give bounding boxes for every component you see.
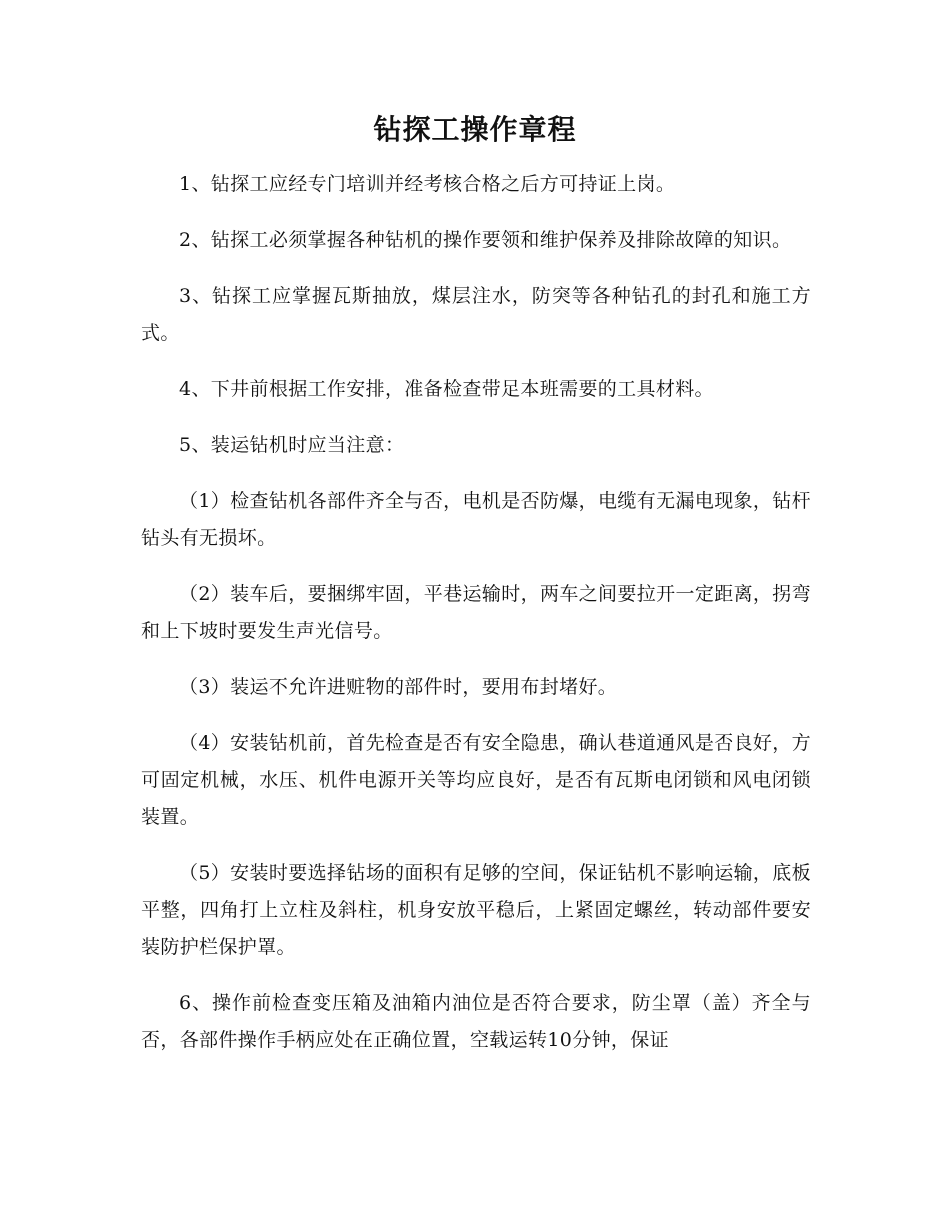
paragraph-1: 1、钻探工应经专门培训并经考核合格之后方可持证上岗。 bbox=[179, 173, 676, 195]
paragraph-5-2: （2）装车后，要捆绑牢固，平巷运输时，两车之间要拉开一定距离，拐弯和上下坡时要发生声光信号。 bbox=[141, 583, 811, 642]
document-title: 钻探工操作章程 bbox=[373, 113, 577, 146]
paragraph-2: 2、钻探工必须掌握各种钻机的操作要领和维护保养及排除故障的知识。 bbox=[179, 229, 792, 251]
paragraph-5-5: （5）安装时要选择钻场的面积有足够的空间，保证钻机不影响运输，底板平整，四角打上立柱及斜柱，机身安放平稳后，上紧固定螺丝，转动部件要安装防护栏保护罩。 bbox=[141, 862, 811, 958]
paragraph-5-3: （3）装运不允许进赃物的部件时，要用布封堵好。 bbox=[179, 676, 618, 698]
paragraph-6: 6、操作前检查变压箱及油箱内油位是否符合要求，防尘罩（盖）齐全与否，各部件操作手柄应处在正确位置，空载运转10分钟，保证 bbox=[141, 992, 811, 1051]
paragraph-5: 5、装运钻机时应当注意： bbox=[179, 434, 405, 456]
paragraph-4: 4、下井前根据工作安排，准备检查带足本班需要的工具材料。 bbox=[179, 378, 714, 400]
paragraph-5-4: （4）安装钻机前，首先检查是否有安全隐患，确认巷道通风是否良好，方可固定机械，水压、机件电源开关等均应良好，是否有瓦斯电闭锁和风电闭锁装置。 bbox=[141, 732, 811, 828]
paragraph-3: 3、钻探工应掌握瓦斯抽放，煤层注水，防突等各种钻孔的封孔和施工方式。 bbox=[141, 285, 811, 344]
paragraph-5-1: （1）检查钻机各部件齐全与否，电机是否防爆，电缆有无漏电现象，钻杆钻头有无损坏。 bbox=[141, 490, 811, 549]
document-body bbox=[141, 166, 811, 1078]
